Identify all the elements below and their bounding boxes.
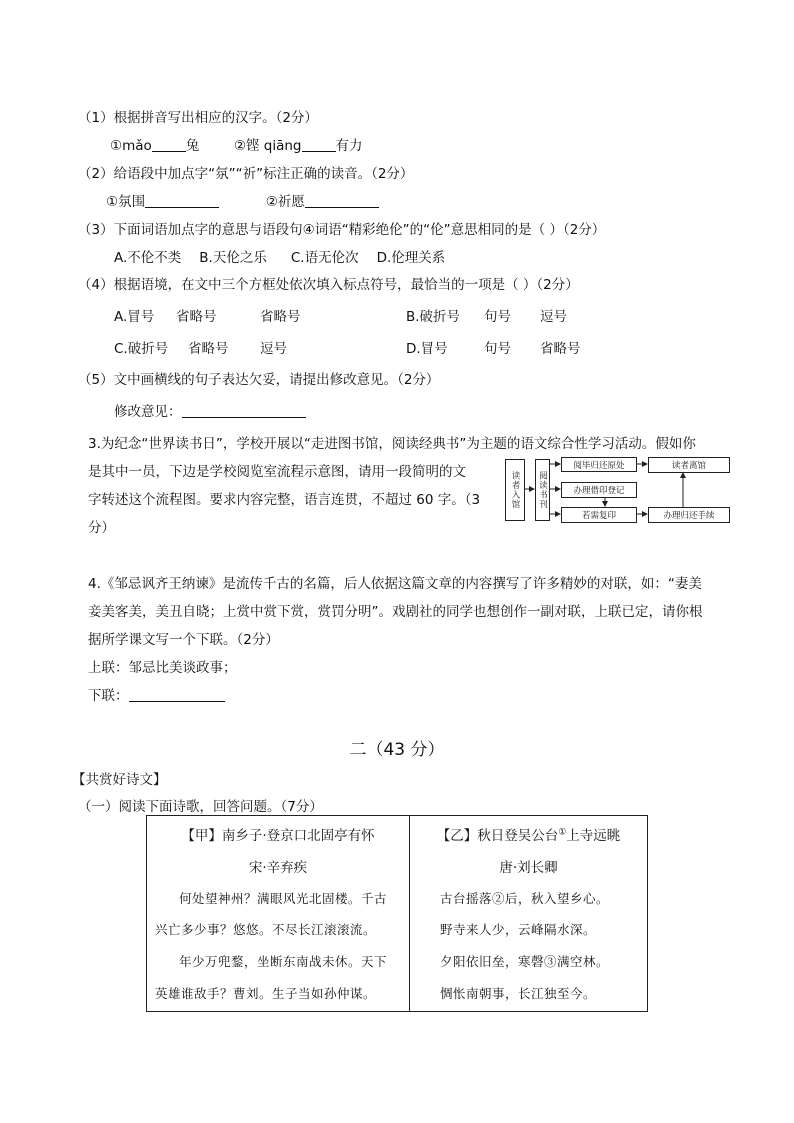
q-item-5: （5）文中画横线的句子表达欠妥，请提出修改意见。（2分） xyxy=(78,372,440,388)
option-d xyxy=(406,337,581,357)
couplet-lower-label: 下联： xyxy=(88,688,129,704)
q4-line-2: 妾美客美，美丑自晓；上赏中赏下赏，赏罚分明”。戏剧社的同学也想创作一副对联，上联已定，请你根 xyxy=(88,604,703,620)
option-part: 逗号 xyxy=(540,309,567,325)
poem-a-column xyxy=(147,816,410,1011)
option-b xyxy=(406,305,567,325)
q-item-3: （3）下面词语加点字的意思与语段句④词语“精彩绝伦”的“伦”意思相同的是（ ）（2分） xyxy=(78,222,606,238)
couplet-upper: 上联：邹忌比美谈政事； xyxy=(88,660,237,676)
answer-blank[interactable] xyxy=(129,687,225,702)
poem-b-author: 唐·刘长卿 xyxy=(499,860,558,876)
option-part: D.冒号 xyxy=(406,341,448,357)
flow-step-return-procedure: 办理归还手续 xyxy=(648,507,730,523)
q4-line-3: 据所学课文写一个下联。（2分） xyxy=(88,632,279,648)
item1-b-suffix: 有力 xyxy=(335,138,363,154)
poem-line: 年少万兜鍪，坐断东南战未休。天下 xyxy=(179,954,388,969)
poem-line: 野寺来人少，云峰隔水深。 xyxy=(440,922,597,937)
section-subheading: （一）阅读下面诗歌，回答问题。（7分） xyxy=(78,799,323,815)
item1-a-prefix: ①mǎo xyxy=(110,138,152,154)
option-part: 省略号 xyxy=(188,341,229,357)
poem-b-title-main: 【乙】秋日登吴公台 xyxy=(436,828,559,844)
answer-blank[interactable] xyxy=(302,137,336,152)
option-part: 句号 xyxy=(484,309,511,325)
couplet-lower xyxy=(88,684,225,704)
section-heading: 【共赏好诗文】 xyxy=(72,772,167,788)
flow-step-return-shelf: 阅毕归还原处 xyxy=(561,457,637,472)
option-d: D.伦理关系 xyxy=(376,250,446,266)
answer-blank[interactable] xyxy=(182,403,306,418)
poem-line: 何处望神州？满眼风光北固楼。千古 xyxy=(179,891,388,906)
poem-table xyxy=(146,815,648,1012)
q-item-2: （2）给语段中加点字“氛”“祈”标注正确的读音。（2分） xyxy=(78,166,414,182)
answer-blank[interactable] xyxy=(145,193,219,208)
poem-line: 英雄谁敌手？曹刘。生子当如孙仲谋。 xyxy=(155,986,377,1001)
poem-b-title-rest: 上寺远眺 xyxy=(566,828,621,844)
footnote-marker: ① xyxy=(558,827,567,838)
q3-line-3: 字转述这个流程图。要求内容完整，语言连贯，不超过 60 字。（3 xyxy=(88,492,481,508)
option-a: A.不伦不类 xyxy=(114,250,182,266)
poem-a-title: 【甲】南乡子·登京口北固亭有怀 xyxy=(181,828,375,844)
item2-b-label: ②祈愿 xyxy=(265,194,305,210)
poem-line: 古台摇落②后，秋入望乡心。 xyxy=(440,891,610,906)
poem-a-author: 宋·辛弃疾 xyxy=(248,860,308,876)
q-item-5-answer xyxy=(114,400,306,420)
option-part: 逗号 xyxy=(260,341,287,357)
q3-line-2: 是其中一员，下边是学校阅览室流程示意图，请用一段简明的文 xyxy=(88,464,466,480)
q-item-2-answers xyxy=(106,190,379,210)
q-item-1: （1）根据拼音写出相应的汉字。（2分） xyxy=(78,110,318,126)
poem-line: 惆怅南朝事，长江独至今。 xyxy=(440,986,597,1001)
reading-room-flowchart xyxy=(505,454,731,524)
option-part: A.冒号 xyxy=(114,309,155,325)
q3-line-4: 分） xyxy=(88,520,115,536)
option-part: 省略号 xyxy=(176,309,217,325)
flow-step-copy: 若需复印 xyxy=(561,507,637,523)
option-c: C.语无伦次 xyxy=(290,250,359,266)
q4-line-1: 4.《邹忌讽齐王纳谏》是流传千古的名篇，后人依据这篇文章的内容撰写了许多精妙的对联，如：“妻美 xyxy=(88,576,702,592)
item1-b-prefix: ②铿 qiāng xyxy=(233,138,302,154)
option-b: B.天伦之乐 xyxy=(199,250,267,266)
item1-a-suffix: 兔 xyxy=(185,138,200,154)
q-item-4: （4）根据语境，在文中三个方框处依次填入标点符号，最恰当的一项是（ ）（2分） xyxy=(78,277,579,293)
q-item-1-answers xyxy=(110,134,363,154)
answer-blank[interactable] xyxy=(305,193,379,208)
option-c xyxy=(114,337,287,357)
poem-line: 兴亡多少事？悠悠。不尽长江滚滚流。 xyxy=(155,922,377,937)
option-part: 省略号 xyxy=(540,341,581,357)
option-part: 省略号 xyxy=(260,309,301,325)
option-part: 句号 xyxy=(484,341,511,357)
poem-b-column xyxy=(410,816,647,1011)
flow-step-enter: 读者入馆 xyxy=(505,459,525,521)
poem-line: 夕阳依旧垒，寒磬③满空林。 xyxy=(440,954,610,969)
flow-step-leave: 读者离馆 xyxy=(648,457,730,473)
poem-b-title xyxy=(410,824,647,844)
section-title: 二（43 分） xyxy=(349,740,445,760)
option-part: C.破折号 xyxy=(114,341,169,357)
option-a xyxy=(114,305,301,325)
q3-line-1: 3.为纪念“世界读书日”，学校开展以“走进图书馆，阅读经典书”为主题的语文综合性学习活动。假如你 xyxy=(88,436,696,452)
answer-blank[interactable] xyxy=(152,137,186,152)
flow-step-borrow: 办理借印登记 xyxy=(561,482,637,498)
option-part: B.破折号 xyxy=(406,309,461,325)
flow-step-read: 阅读书刊 xyxy=(535,459,550,521)
item2-a-label: ①氛围 xyxy=(106,194,146,210)
q-item-3-options xyxy=(114,246,445,266)
revision-label: 修改意见： xyxy=(114,404,182,420)
